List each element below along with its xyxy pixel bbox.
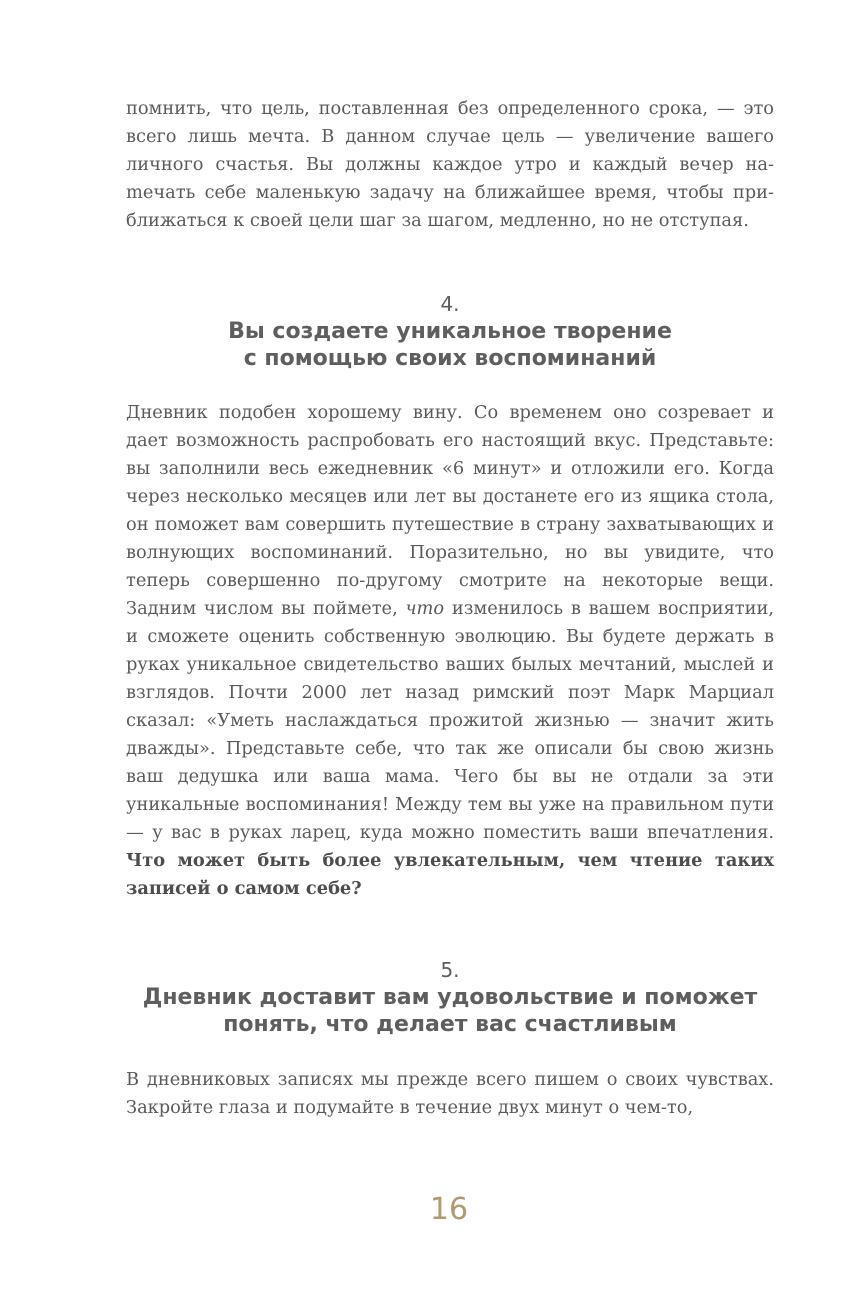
page-number: 16 <box>429 1192 469 1227</box>
section-5-title-line-2: понять, что делает вас счастливым <box>223 1012 677 1037</box>
section-4-number: 4. <box>440 292 460 316</box>
bold-question: Что может быть более увлекательным, чем чтение таких записей о самом себе? <box>126 850 774 899</box>
section-4-title-line-1: Вы создаете уникальное творение <box>228 319 672 344</box>
paragraph-feelings: В дневниковых записях мы прежде всего пишем о своих чувствах. Закройте глаза и подумайте в течение двух минут о чем-то, <box>126 1069 774 1118</box>
section-5-number: 5. <box>440 958 460 982</box>
paragraph-diary-wine-part-1: Дневник подобен хорошему вину. Со временем оно созревает и дает возможность распробовать его настоящий вкус. Представьте: вы заполнили весь ежедневник «6 минут» и отложили его. Когда через несколько месяцев или лет вы достанете его из ящика стола, он поможет вам совершить путешествие в страну захватывающих и волнующих воспоминаний. Поразительно, но вы увидите, что теперь совершенно по-другому смотрите на некоторые вещи. Задним числом вы поймете, <box>126 402 774 619</box>
paragraph-diary-wine <box>126 399 774 903</box>
section-4-heading <box>126 291 774 372</box>
paragraph-diary-wine-part-2: изменилось в вашем восприятии, и сможете оценить собственную эволюцию. Вы будете держать в руках уникальное свидетельство ваших былых мечтаний, мыслей и взглядов. Почти 2000 лет назад римский поэт Марк Марциал сказал: «Уметь наслаждаться прожитой жизнью — значит жить дважды». Представьте себе, что так же описали бы свою жизнь ваш дедушка или ваша мама. Чего бы вы не отдали за эти уникальные воспоминания! Между тем вы уже на правильном пути — у вас в руках ларец, куда можно поместить ваши впечатления. <box>126 598 774 843</box>
section-5-heading <box>126 957 774 1038</box>
paragraph-intro: помнить, что цель, поставленная без определенного срока, — это всего лишь мечта. В данном случае цель — увеличение вашего личного счастья. Вы должны каждое утро и каждый вечер наmечать себе маленькую задачу на ближайшее время, чтобы приближаться к своей цели шаг за шагом, медленно, но не отступая. <box>126 98 774 231</box>
section-5-title-line-1: Дневник доставит вам удовольствие и поможет <box>142 985 758 1010</box>
italic-word: что <box>405 598 445 619</box>
section-4-title-line-2: с помощью своих воспоминаний <box>243 346 657 371</box>
